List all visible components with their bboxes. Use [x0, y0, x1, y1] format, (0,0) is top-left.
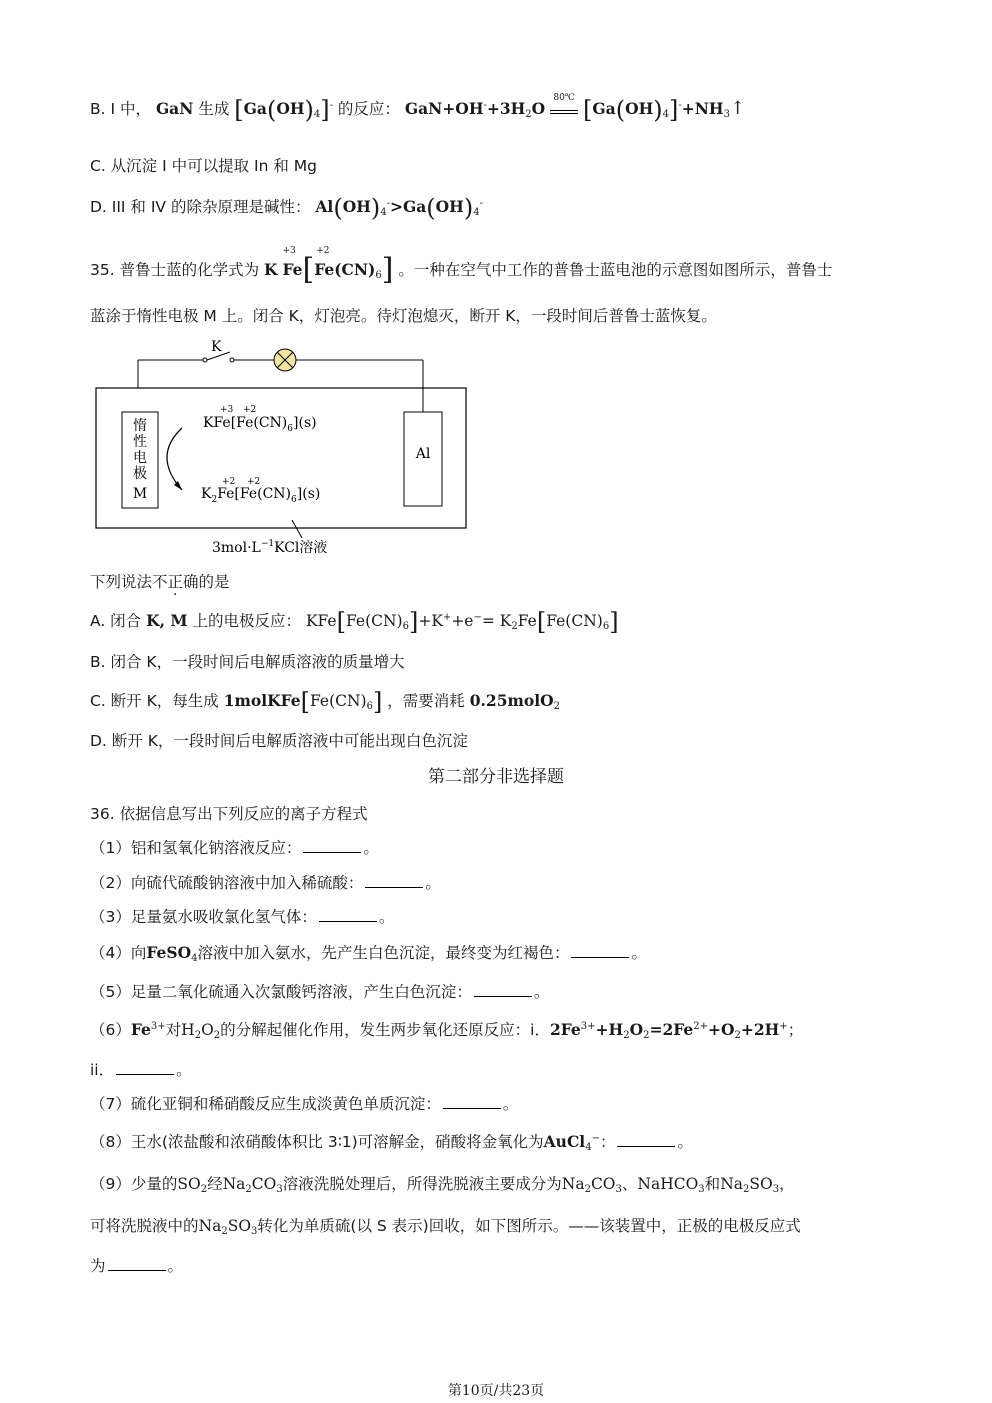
formula-so3: SO [227, 1217, 252, 1235]
subscript: 4 [662, 109, 669, 120]
formula-nahco3: NaHCO [637, 1175, 699, 1193]
period: 。 [425, 874, 441, 892]
answer-blank[interactable] [571, 945, 629, 958]
formula-fe-ox3 [282, 246, 303, 279]
electrode-m-char: 性 [133, 434, 147, 450]
bracket-left: [ [300, 688, 310, 716]
superscript: 3+ [580, 1021, 596, 1032]
gas-arrow-icon: ↑ [729, 98, 746, 119]
conjunction: 和 [704, 1175, 721, 1193]
period: 。 [167, 1257, 184, 1275]
period: 。 [533, 983, 550, 1001]
period: 。 [631, 944, 647, 962]
superscript: + [442, 612, 452, 623]
formula-fe: Fe [282, 260, 303, 279]
eq-part: =2Fe [649, 1020, 694, 1039]
subscript: 2 [245, 1184, 252, 1195]
q34-option-d [90, 194, 483, 222]
formula-oh: OH [276, 99, 305, 118]
subscript: 3 [276, 1184, 283, 1195]
electrolyte-tank [96, 388, 466, 528]
formula-inner [314, 246, 382, 281]
q34-option-b [90, 93, 746, 124]
formula-k: K [264, 260, 278, 279]
top-ox-2: +2 [243, 405, 257, 415]
answer-blank[interactable] [303, 840, 361, 853]
formula-fe3: Fe [130, 1020, 151, 1039]
formula-gan: GaN [155, 99, 194, 118]
superscript: 2+ [693, 1021, 708, 1032]
period: 。 [378, 908, 395, 926]
item-text: （3）足量氨水吸收氯化氢气体： [90, 908, 317, 926]
eq-fecn: Fe(CN) [546, 612, 603, 630]
eq-fecn: Fe(CN) [345, 612, 403, 630]
eq-fe: Fe [517, 612, 537, 630]
q35-question [90, 570, 230, 592]
formula-gt-ga: >Ga [390, 197, 427, 216]
item-text: （5）足量二氧化硫通入次氯酸钙溶液，产生白色沉淀： [90, 983, 472, 1001]
bracket-right: ] [372, 688, 383, 716]
semicolon: ； [787, 1021, 804, 1039]
formula-aucl4: AuCl [543, 1132, 586, 1151]
bottom-ox-1: +2 [222, 477, 236, 487]
q35-option-a [90, 608, 619, 636]
electrode-m-char: 极 [133, 466, 147, 482]
formula-nh3: +NH [681, 99, 724, 118]
item-text: 溶液洗脱处理后，所得洗脱液主要成分为 [282, 1175, 562, 1193]
formula-ga: Ga [243, 99, 267, 118]
equation-left: GaN+OH [404, 99, 484, 118]
formula-km: K, M [146, 611, 188, 630]
colon: ： [599, 1133, 616, 1151]
subscript: 3 [698, 1184, 705, 1195]
question-prefix: 下列说法 [90, 573, 153, 591]
text-generate: 生成 [198, 100, 230, 118]
q36-item-9-line2 [90, 1214, 801, 1237]
item-prefix: （6） [90, 1021, 131, 1039]
option-d-prefix: D. III 和 IV 的除杂原理是碱性： [90, 198, 311, 216]
subscript: 4 [191, 953, 198, 964]
bottom-k: K [201, 486, 212, 502]
answer-blank[interactable] [116, 1062, 174, 1075]
superscript: − [591, 1133, 600, 1144]
switch-contact-left [203, 358, 207, 362]
q36-item-9-line3 [90, 1254, 183, 1276]
subscript: 2 [511, 621, 518, 632]
formula-oh: OH [435, 197, 464, 216]
subscript: 2 [200, 1184, 208, 1195]
bottom-species-main: Fe[Fe(CN) [217, 486, 292, 502]
q34-option-c [90, 154, 317, 176]
paren-left: ( [266, 96, 277, 124]
subscript: 2 [743, 1184, 750, 1195]
subscript: 3 [772, 1184, 780, 1195]
subscript: 4 [585, 1142, 592, 1153]
switch-contact-right [230, 358, 234, 362]
subscript: 3 [615, 1184, 622, 1195]
item-ii-label: ii． [90, 1061, 115, 1079]
period: 。 [502, 1095, 519, 1113]
bracket-left: [ [336, 608, 346, 636]
answer-blank[interactable] [474, 984, 532, 997]
item-text: 经 [207, 1175, 223, 1193]
bracket-right: ] [408, 608, 419, 636]
top-species-main: KFe[Fe(CN) [203, 415, 288, 431]
option-b-prefix: B. I 中， [90, 100, 151, 118]
oxidation-state: +3 [282, 246, 296, 256]
electrolyte-conc: 3mol·L [212, 540, 261, 556]
formula-co3: CO [251, 1175, 277, 1193]
answer-blank[interactable] [108, 1258, 166, 1271]
subscript: 2 [734, 1030, 741, 1041]
eq-e: +e [451, 612, 474, 630]
formula-o2: 0.25molO [469, 691, 554, 710]
formula-feso4: FeSO [146, 943, 192, 962]
formula-h: H [181, 1021, 195, 1039]
oxidation-state: +2 [316, 246, 330, 256]
bracket-left: [ [583, 96, 593, 124]
formula-na: Na [222, 1175, 246, 1193]
condition-text: 80℃ [553, 93, 575, 103]
item-text: 为 [90, 1257, 106, 1275]
superscript: - [678, 100, 682, 111]
period: 。 [363, 839, 379, 857]
item-text: 溶液中加入氨水，先产生白色沉淀，最终变为红褐色： [197, 944, 570, 962]
item-prefix: （9）少量的 [90, 1175, 178, 1193]
bracket-left: [ [234, 96, 244, 124]
formula-oh: OH [625, 99, 654, 118]
subscript: 2 [584, 1184, 591, 1195]
superscript: − [473, 612, 482, 623]
comma: ， [779, 1175, 795, 1193]
reaction-condition [550, 93, 578, 114]
item-text: （7）硫化亚铜和稀硝酸反应生成淡黄色单质沉淀： [90, 1095, 441, 1113]
q35-stem-prefix: 35. 普鲁士蓝的化学式为 [90, 261, 260, 279]
formula-so3: SO [749, 1175, 773, 1193]
electrode-al-label: Al [415, 446, 431, 462]
subscript: 2 [553, 701, 561, 712]
subscript: 4 [473, 207, 480, 218]
top-ox-1: +3 [220, 405, 234, 415]
electrolyte-name: KCl溶液 [274, 540, 328, 556]
bottom-ox-2: +2 [247, 477, 261, 487]
q35-stem-line1 [90, 246, 833, 287]
bottom-species-sub: 6 [291, 495, 297, 505]
answer-blank[interactable] [319, 909, 377, 922]
formula-al: Al [315, 197, 334, 216]
q36-item-6 [90, 1018, 803, 1041]
item-text: 转化为单质硫(以 S 表示)回收，如下图所示。——该装置中，正极的电极反应式 [257, 1217, 801, 1235]
q36-stem: 36. 依据信息写出下列反应的离子方程式 [90, 805, 368, 823]
text-reaction: 的反应： [337, 100, 400, 118]
formula-fecn: Fe(CN) [314, 260, 376, 279]
paren-right: ) [463, 194, 474, 222]
superscript: + [779, 1021, 788, 1032]
question-emphasis: 不正确 [152, 573, 199, 591]
subscript: 2 [643, 1030, 650, 1041]
option-a-prefix: A. 闭合 [90, 612, 142, 630]
formula-ga: Ga [592, 99, 616, 118]
q35-option-d: D. 断开 K，一段时间后电解质溶液中可能出现白色沉淀 [90, 732, 468, 750]
paren-right: ) [370, 194, 381, 222]
subscript: 6 [366, 701, 373, 712]
arrowhead-icon [174, 481, 182, 490]
subscript: 2 [221, 1226, 228, 1237]
section-title: 第二部分非选择题 [428, 767, 564, 787]
answer-blank[interactable] [617, 1134, 675, 1147]
q36-item-6-ii [90, 1058, 192, 1080]
bottom-k-sub: 2 [211, 495, 218, 505]
subscript: 3 [251, 1226, 258, 1237]
superscript: 3+ [150, 1021, 166, 1032]
electrolyte-label [212, 539, 327, 556]
bracket-left: [ [536, 608, 547, 636]
q36-item-5 [90, 980, 549, 1002]
q36-item-3 [90, 905, 394, 927]
bottom-species-tail: ](s) [296, 486, 321, 502]
subscript: 3 [723, 109, 730, 120]
item-text: （2）向硫代硫酸钠溶液中加入稀硫酸： [90, 874, 364, 892]
eq-part: +H [595, 1020, 624, 1039]
electrode-m-char: 惰 [133, 418, 147, 434]
formula-fecn: Fe(CN) [310, 692, 367, 710]
subscript: 6 [375, 270, 382, 281]
double-line [550, 110, 578, 114]
electrode-m-char: 电 [133, 450, 147, 466]
top-species-tail: ](s) [293, 415, 317, 431]
formula-co3: CO [590, 1175, 616, 1193]
formula-so2: SO [177, 1175, 201, 1193]
formula-oh: OH [342, 197, 371, 216]
option-c-mid: ，需要消耗 [387, 692, 465, 710]
superscript: - [483, 100, 487, 111]
question-suffix: 的是 [198, 573, 230, 591]
paren-left: ( [426, 194, 436, 222]
q35-stem-suffix: 。一种在空气中工作的普鲁士蓝电池的示意图如图所示，普鲁士 [398, 261, 833, 279]
bracket-right: ] [668, 96, 679, 124]
q36-item-1 [90, 836, 379, 858]
switch-label: K [211, 339, 222, 355]
bracket-right: ] [609, 608, 619, 636]
subscript: 4 [313, 109, 321, 120]
formula-na: Na [720, 1175, 743, 1193]
answer-blank[interactable] [443, 1096, 501, 1109]
electrolyte-pointer [292, 520, 302, 538]
eq-part: +O [708, 1020, 735, 1039]
subscript: 2 [525, 109, 532, 120]
item-text: 可将洗脱液中的 [90, 1217, 199, 1235]
equation-water: +3H [486, 99, 526, 118]
paren-right: ) [304, 96, 314, 124]
item-text: 的分解起催化作用，发生两步氧化还原反应：i． [220, 1021, 550, 1039]
item-text: （1）铝和氢氧化钠溶液反应： [90, 839, 302, 857]
q36-item-9 [90, 1172, 795, 1195]
q36-item-8 [90, 1130, 693, 1153]
bracket-right: ] [381, 252, 394, 287]
paren-right: ) [653, 96, 663, 124]
page-footer: 第10页/共23页 [447, 1383, 545, 1399]
option-a-mid: 上的电极反应： [192, 612, 301, 630]
formula-o: O [201, 1021, 214, 1039]
answer-blank[interactable] [365, 875, 423, 888]
item-prefix: （4）向 [90, 944, 147, 962]
eq-part: 2Fe [549, 1020, 581, 1039]
eq-k: +K [418, 612, 443, 630]
paren-left: ( [333, 194, 343, 222]
bracket-right: ] [320, 96, 330, 124]
formula-na: Na [198, 1217, 222, 1235]
superscript: - [386, 198, 390, 209]
q36-item-2 [90, 871, 441, 893]
eq-part: O [629, 1020, 644, 1039]
subscript: 2 [623, 1030, 630, 1041]
subscript: 6 [402, 621, 409, 632]
subscript: 2 [194, 1030, 202, 1041]
separator: 、 [621, 1175, 638, 1193]
superscript: - [329, 100, 333, 111]
paren-left: ( [615, 96, 626, 124]
option-c-prefix: C. 断开 K，每生成 [90, 692, 219, 710]
item-text: 对 [165, 1021, 182, 1039]
eq-kfe: KFe [305, 612, 337, 630]
q35-option-c [90, 688, 560, 716]
formula-1mol: 1molKFe [223, 691, 301, 710]
period: 。 [176, 1061, 192, 1079]
top-species [203, 415, 317, 434]
subscript: 6 [602, 621, 610, 632]
superscript: - [479, 198, 483, 209]
bottom-species [201, 486, 320, 505]
conversion-arrow-icon [167, 428, 182, 490]
battery-diagram [90, 338, 470, 563]
q36-item-7 [90, 1092, 518, 1114]
option-c-text: C. 从沉淀 I 中可以提取 In 和 Mg [90, 157, 317, 175]
eq-part: +2H [740, 1020, 780, 1039]
q35-stem-line2: 蓝涂于惰性电极 M 上。闭合 K，灯泡亮。待灯泡熄灭，断开 K，一段时间后普鲁士蓝恢复。 [90, 307, 717, 325]
period: 。 [677, 1133, 693, 1151]
subscript: 4 [380, 207, 387, 218]
electrolyte-sup: −1 [260, 539, 275, 549]
electrode-m-char: M [132, 486, 148, 502]
item-text: （8）王水(浓盐酸和浓硝酸体积比 3∶1)可溶解金，硝酸将金氧化为 [90, 1133, 544, 1151]
eq-k2: = K [481, 612, 512, 630]
q36-item-4 [90, 941, 647, 964]
top-species-sub: 6 [287, 424, 294, 434]
formula-na: Na [561, 1175, 585, 1193]
q35-option-b: B. 闭合 K，一段时间后电解质溶液的质量增大 [90, 653, 405, 671]
subscript: 2 [213, 1030, 221, 1041]
equation-o: O [531, 99, 546, 118]
bracket-left: [ [302, 252, 315, 287]
